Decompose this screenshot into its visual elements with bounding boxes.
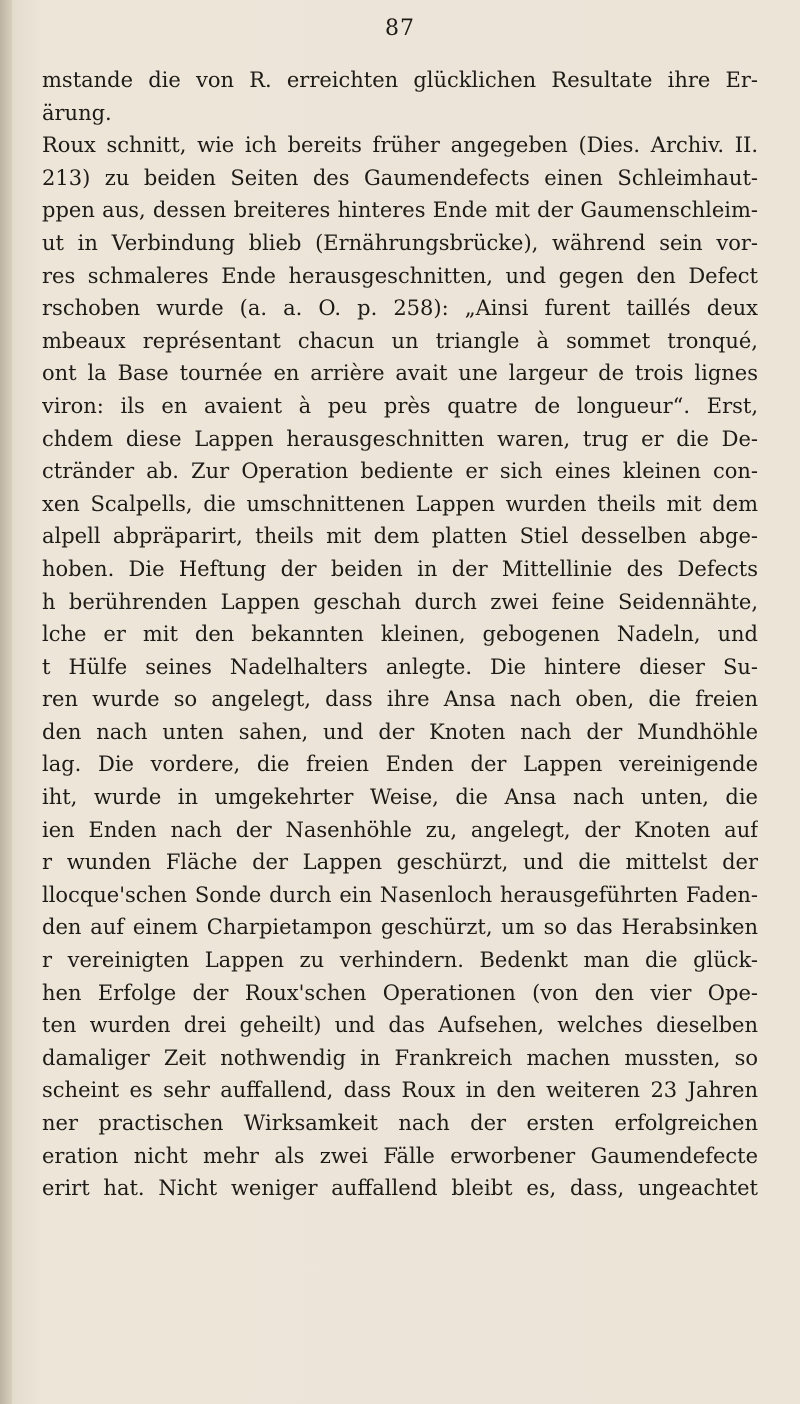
text-line: 213) zu beiden Seiten des Gaumendefects einen Schleimhaut- — [42, 165, 758, 190]
text-line: den nach unten sahen, und der Knoten nach der Mundhöhle — [42, 719, 758, 744]
text-line: r wunden Fläche der Lappen geschürzt, und die mittelst der — [42, 850, 758, 875]
text-line: llocque'schen Sonde durch ein Nasenloch herausgeführten Faden- — [42, 882, 758, 907]
text-line: hen Erfolge der Roux'schen Operationen (von den vier Ope- — [42, 980, 758, 1005]
text-line: ner practischen Wirksamkeit nach der ersten erfolgreichen — [42, 1111, 758, 1135]
body-text — [42, 64, 758, 1205]
text-line: eration nicht mehr als zwei Fälle erworbener Gaumendefecte — [42, 1143, 758, 1168]
text-line: lag. Die vordere, die freien Enden der Lappen vereinigende — [42, 752, 758, 777]
text-line: scheint es sehr auffallend, dass Roux in den weiteren 23 Jahren — [42, 1078, 758, 1103]
text-line: mbeaux représentant chacun un triangle à sommet tronqué, — [42, 328, 758, 353]
text-line: rschoben wurde (a. a. O. p. 258): „Ainsi furent taillés deux — [42, 296, 758, 321]
text-line: ut in Verbindung blieb (Ernährungsbrücke), während sein vor- — [42, 230, 758, 255]
text-line: damaliger Zeit nothwendig in Frankreich machen mussten, so — [42, 1045, 758, 1070]
text-line: Roux schnitt, wie ich bereits früher angegeben (Dies. Archiv. II. — [42, 133, 758, 158]
text-line: lche er mit den bekannten kleinen, gebogenen Nadeln, und — [42, 622, 758, 647]
text-line: ctränder ab. Zur Operation bediente er sich eines kleinen con- — [42, 459, 758, 484]
text-line: ont la Base tournée en arrière avait une largeur de trois lignes — [42, 361, 758, 386]
text-line: ien Enden nach der Nasenhöhle zu, angelegt, der Knoten auf — [42, 817, 758, 842]
text-line: viron: ils en avaient à peu près quatre de longueur“. Erst, — [42, 393, 758, 418]
text-line: ppen aus, dessen breiteres hinteres Ende mit der Gaumenschleim- — [42, 198, 758, 223]
text-line: ren wurde so angelegt, dass ihre Ansa nach oben, die freien — [42, 687, 758, 712]
text-line: alpell abpräparirt, theils mit dem platten Stiel desselben abge- — [42, 524, 758, 549]
text-line: r vereinigten Lappen zu verhindern. Bedenkt man die glück- — [42, 948, 758, 973]
text-line: res schmaleres Ende herausgeschnitten, und gegen den Defect — [42, 263, 758, 288]
text-line: h berührenden Lappen geschah durch zwei feine Seidennähte, — [42, 589, 758, 614]
page-number: 87 — [385, 16, 415, 41]
text-line: mstande die von R. erreichten glücklichen Resultate ihre Er- — [42, 68, 758, 92]
text-line: chdem diese Lappen herausgeschnitten waren, trug er die De- — [42, 426, 758, 451]
text-line: ärung. — [42, 100, 112, 125]
text-line: den auf einem Charpietampon geschürzt, um so das Herabsinken — [42, 915, 758, 940]
text-line: iht, wurde in umgekehrter Weise, die Ansa nach unten, die — [42, 785, 758, 810]
page-gutter — [0, 0, 12, 1404]
text-line: hoben. Die Heftung der beiden in der Mittellinie des Defects — [42, 556, 758, 581]
text-line: erirt hat. Nicht weniger auffallend bleibt es, dass, ungeachtet — [42, 1176, 758, 1201]
text-line: t Hülfe seines Nadelhalters anlegte. Die hintere dieser Su- — [42, 654, 758, 679]
text-line: xen Scalpells, die umschnittenen Lappen wurden theils mit dem — [42, 491, 758, 516]
text-line: ten wurden drei geheilt) und das Aufsehen, welches dieselben — [42, 1013, 758, 1038]
